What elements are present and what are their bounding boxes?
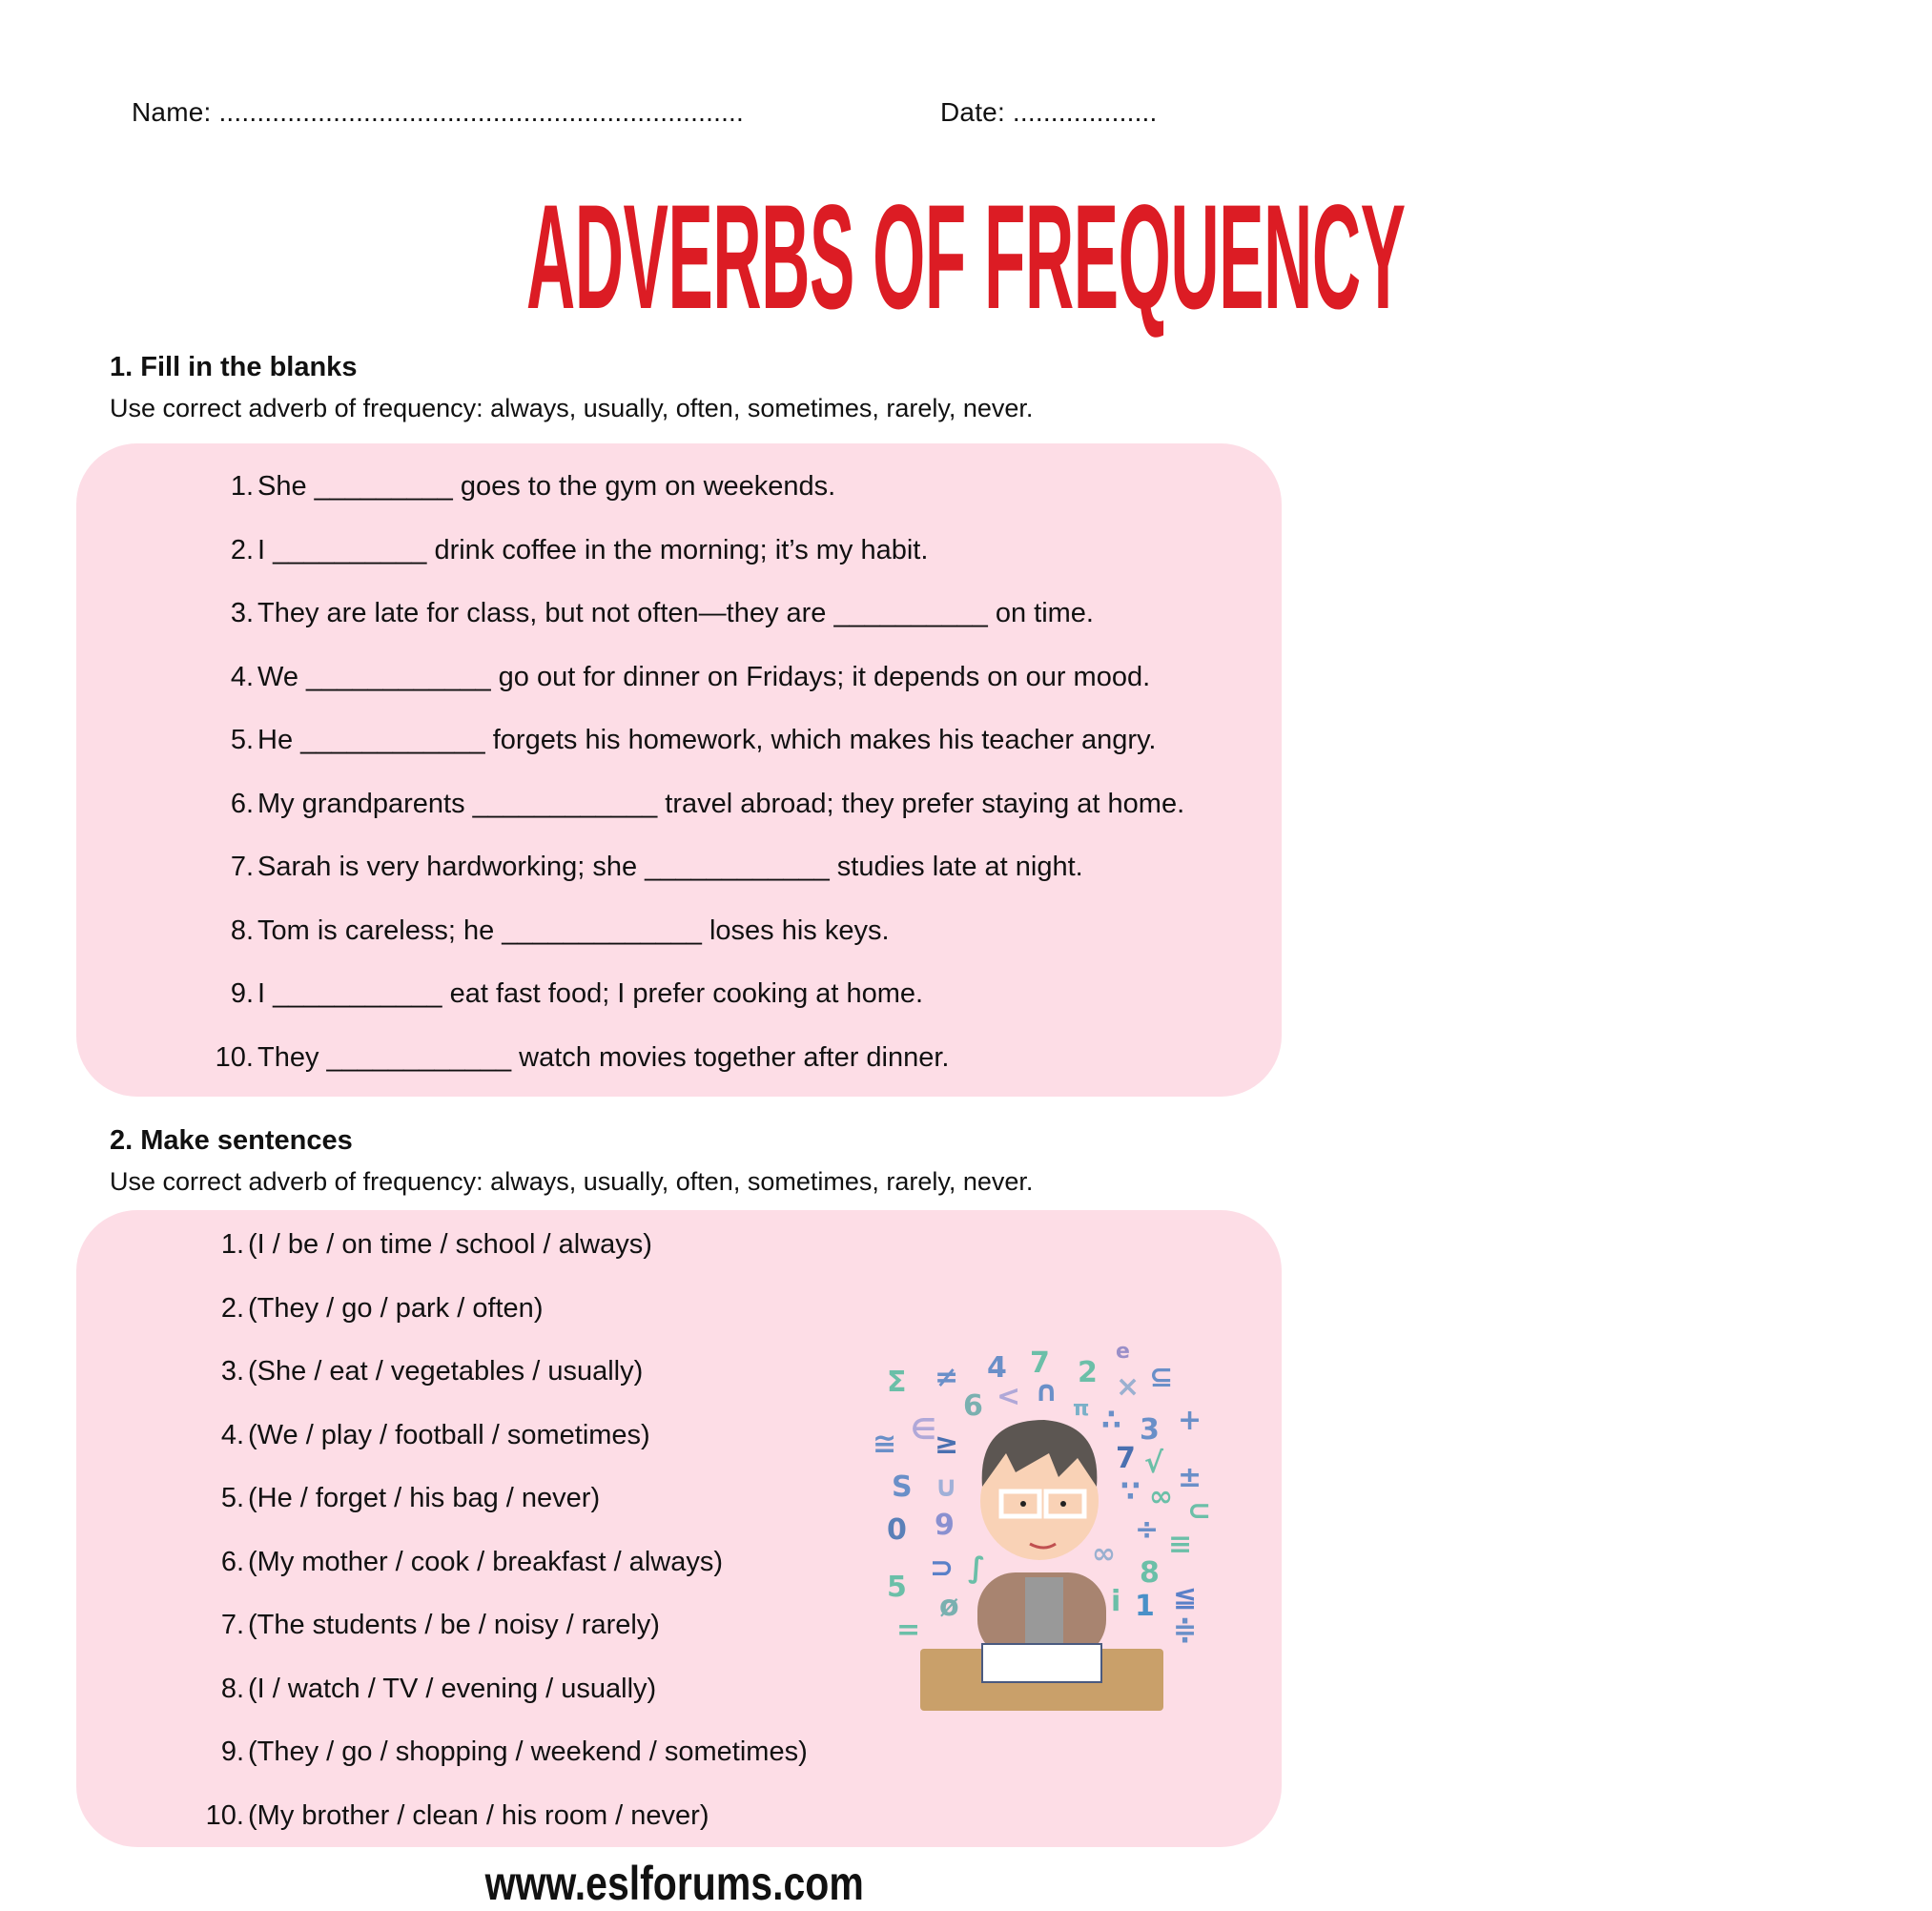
svg-text:∞: ∞ (1149, 1480, 1173, 1513)
svg-text:∵: ∵ (1120, 1475, 1141, 1509)
item-number: 2. (230, 534, 254, 565)
title-container (0, 175, 1406, 340)
svg-text:≠: ≠ (935, 1361, 959, 1394)
item-text: (My mother / cook / breakfast / always) (248, 1546, 723, 1577)
svg-text:6: 6 (963, 1389, 983, 1423)
fill-blank-item (149, 912, 890, 950)
section2-instruction: Use correct adverb of frequency: always, usually, often, sometimes, rarely, never. (110, 1167, 1034, 1196)
fill-blank-item (149, 1038, 949, 1077)
item-number: 5. (230, 725, 254, 755)
item-number: 6. (230, 788, 254, 819)
svg-text:∈: ∈ (911, 1413, 936, 1447)
svg-text:±: ± (1178, 1461, 1202, 1494)
item-number: 3. (220, 1356, 244, 1387)
item-text: They ____________ watch movies together after dinner. (257, 1041, 950, 1073)
svg-text:i: i (1111, 1585, 1121, 1618)
item-text: (My brother / clean / his room / never) (248, 1799, 709, 1831)
svg-text:9: 9 (935, 1509, 955, 1542)
section2-heading: 2. Make sentences (110, 1125, 353, 1156)
svg-text:≡: ≡ (1168, 1528, 1193, 1561)
item-text: (I / watch / TV / evening / usually) (248, 1673, 657, 1704)
svg-text:≑: ≑ (1173, 1613, 1198, 1647)
item-text: She _________ goes to the gym on weekends. (257, 471, 836, 502)
item-text: (The students / be / noisy / rarely) (248, 1610, 660, 1640)
svg-text:÷: ÷ (1135, 1513, 1160, 1547)
date-field[interactable]: Date: ................... (940, 97, 1158, 127)
page-title: ADVERBS OF FREQUENCY (525, 175, 1406, 340)
svg-text:≅: ≅ (873, 1428, 897, 1461)
item-text: My grandparents ____________ travel abroad; they prefer staying at home. (257, 788, 1185, 819)
item-number: 10. (215, 1041, 254, 1073)
fill-blank-item (149, 531, 928, 569)
item-number: 6. (220, 1546, 244, 1577)
svg-text:3: 3 (1140, 1413, 1160, 1447)
svg-text:=: = (896, 1613, 921, 1647)
fill-blank-item (149, 848, 1083, 886)
item-text: I __________ drink coffee in the morning; it’s my habit. (257, 534, 929, 565)
svg-text:8: 8 (1140, 1556, 1160, 1590)
item-text: (They / go / shopping / weekend / sometimes) (248, 1736, 808, 1767)
svg-text:+: + (1178, 1404, 1202, 1437)
svg-text:7: 7 (1030, 1346, 1050, 1380)
make-sentence-item (139, 1543, 723, 1581)
svg-text:ø: ø (939, 1590, 959, 1623)
fill-blank-item (149, 975, 923, 1013)
svg-text:2: 2 (1078, 1356, 1098, 1389)
svg-text:Σ: Σ (887, 1366, 907, 1399)
svg-text:5: 5 (887, 1571, 907, 1604)
item-text: (We / play / football / sometimes) (248, 1419, 650, 1450)
item-number: 1. (230, 471, 254, 502)
item-number: 8. (220, 1673, 244, 1704)
item-number: 7. (220, 1610, 244, 1640)
make-sentences-box (76, 1210, 1282, 1847)
svg-text:×: × (1116, 1370, 1141, 1404)
item-number: 9. (230, 978, 254, 1009)
fill-blank-item (149, 594, 1094, 632)
fill-blank-item (149, 467, 835, 505)
fill-blanks-box (76, 443, 1282, 1097)
fill-blank-item (149, 721, 1157, 759)
svg-text:⊆: ⊆ (1149, 1361, 1174, 1394)
svg-text:≥: ≥ (935, 1428, 959, 1461)
svg-text:1: 1 (1135, 1590, 1155, 1623)
svg-text:⊃: ⊃ (930, 1551, 955, 1585)
item-text: I ___________ eat fast food; I prefer cooking at home. (257, 978, 924, 1009)
svg-text:0: 0 (887, 1513, 907, 1547)
fill-blank-item (149, 658, 1150, 696)
item-number: 1. (220, 1229, 244, 1260)
item-text: (He / forget / his bag / never) (248, 1483, 601, 1513)
item-number: 8. (230, 914, 254, 946)
item-text: (They / go / park / often) (248, 1292, 544, 1324)
item-number: 9. (220, 1736, 244, 1767)
item-number: 10. (205, 1799, 244, 1831)
item-text: (She / eat / vegetables / usually) (248, 1356, 644, 1387)
svg-text:≦: ≦ (1173, 1580, 1198, 1613)
make-sentence-item (139, 1225, 652, 1264)
make-sentence-item (139, 1606, 660, 1644)
svg-text:∪: ∪ (935, 1470, 958, 1504)
item-number: 3. (230, 598, 254, 628)
website-link[interactable]: www.eslforums.com (484, 1857, 864, 1910)
item-number: 7. (230, 852, 254, 882)
svg-text:4: 4 (987, 1351, 1007, 1385)
footer (0, 1856, 1348, 1911)
item-number: 4. (230, 661, 254, 692)
svg-text:∩: ∩ (1035, 1375, 1058, 1408)
section1-instruction: Use correct adverb of frequency: always, usually, often, sometimes, rarely, never. (110, 394, 1034, 422)
name-field[interactable]: Name: ..................................................................... (132, 97, 745, 127)
make-sentence-item (139, 1479, 600, 1517)
make-sentence-item (139, 1670, 656, 1708)
svg-text:⊂: ⊂ (1187, 1494, 1212, 1528)
item-text: They are late for class, but not often—they are __________ on time. (257, 598, 1094, 628)
section1-heading: 1. Fill in the blanks (110, 352, 358, 382)
make-sentence-item (139, 1352, 643, 1390)
make-sentence-item (139, 1416, 650, 1454)
item-number: 4. (220, 1419, 244, 1450)
make-sentence-item (139, 1289, 543, 1327)
item-text: He ____________ forgets his homework, which makes his teacher angry. (257, 725, 1157, 755)
svg-text:∫: ∫ (968, 1551, 986, 1585)
make-sentence-item (139, 1797, 709, 1835)
svg-text:∞: ∞ (1092, 1537, 1116, 1571)
svg-text:S: S (892, 1470, 913, 1504)
svg-text:7: 7 (1116, 1442, 1136, 1475)
student-math-illustration (844, 1334, 1212, 1720)
item-text: (I / be / on time / school / always) (248, 1229, 652, 1260)
svg-text:π: π (1073, 1397, 1090, 1421)
item-text: Tom is careless; he _____________ loses his keys. (257, 914, 890, 946)
svg-text:<: < (997, 1380, 1021, 1413)
item-text: We ____________ go out for dinner on Fridays; it depends on our mood. (257, 661, 1151, 692)
item-text: Sarah is very hardworking; she ____________ studies late at night. (257, 852, 1083, 882)
svg-text:√: √ (1144, 1447, 1164, 1480)
svg-text:∴: ∴ (1101, 1404, 1121, 1437)
fill-blank-item (149, 785, 1184, 823)
item-number: 5. (220, 1483, 244, 1513)
make-sentence-item (139, 1733, 808, 1771)
item-number: 2. (220, 1292, 244, 1324)
svg-text:e: e (1116, 1340, 1130, 1364)
